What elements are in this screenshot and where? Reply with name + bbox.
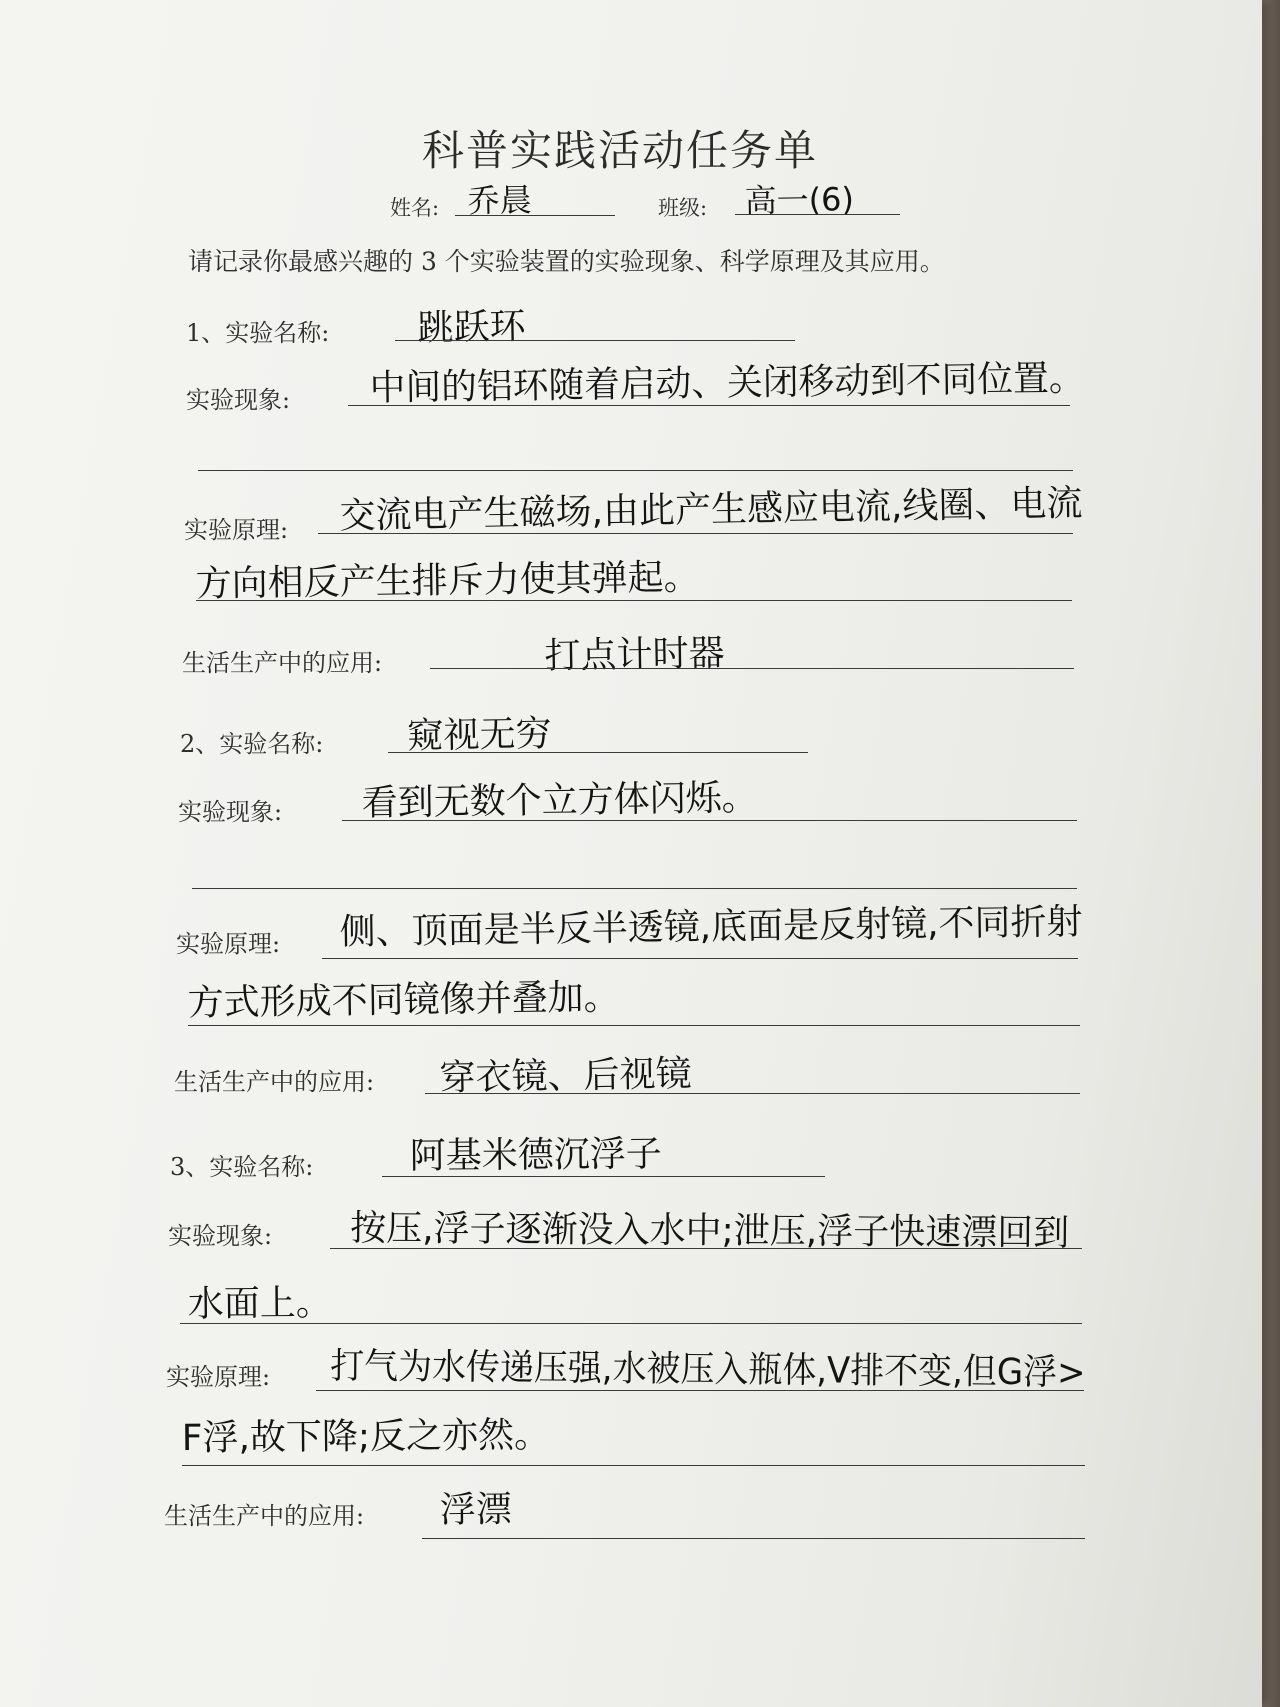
exp2-phenomenon-underline2 (192, 888, 1077, 889)
exp2-application-value: 穿衣镜、后视镜 (439, 1053, 692, 1100)
exp3-phenomenon-line1: 按压,浮子逐渐没入水中;泄压,浮子快速漂回到 (350, 1208, 1070, 1255)
exp3-name-underline (382, 1176, 825, 1177)
exp1-name-value: 跳跃环 (417, 306, 526, 350)
exp1-principle-label: 实验原理: (184, 516, 289, 544)
exp1-principle-underline1 (318, 533, 1073, 534)
exp1-application-value: 打点计时器 (544, 632, 725, 678)
exp2-principle-line1: 侧、顶面是半反半透镜,底面是反射镜,不同折射 (339, 901, 1083, 954)
exp3-phenomenon-label: 实验现象: (168, 1222, 273, 1250)
name-underline (455, 215, 615, 216)
exp3-principle-line1: 打气为水传递压强,水被压入瓶体,V排不变,但G浮> (330, 1346, 1086, 1394)
class-underline (735, 214, 900, 215)
exp3-phenomenon-line2: 水面上。 (187, 1282, 332, 1326)
exp2-principle-underline1 (322, 958, 1078, 959)
exp3-phenomenon-underline1 (330, 1248, 1082, 1249)
exp3-principle-underline1 (316, 1390, 1084, 1391)
form-title: 科普实践活动任务单 (421, 126, 818, 175)
exp1-phenomenon-underline2 (198, 470, 1073, 471)
exp1-phenomenon-label: 实验现象: (186, 386, 291, 414)
exp2-phenomenon-label: 实验现象: (178, 798, 283, 826)
exp2-principle-label: 实验原理: (176, 930, 281, 958)
exp3-application-label: 生活生产中的应用: (164, 1502, 365, 1530)
exp3-phenomenon-underline2 (180, 1323, 1082, 1324)
exp2-principle-underline2 (188, 1025, 1080, 1026)
exp2-name-underline (388, 752, 808, 753)
exp2-name-value: 窥视无穷 (407, 713, 552, 758)
exp1-name-underline (395, 340, 795, 341)
instruction-text: 请记录你最感兴趣的 3 个实验装置的实验现象、科学原理及其应用。 (188, 247, 945, 276)
exp3-application-value: 浮漂 (439, 1489, 512, 1532)
exp1-application-underline (430, 668, 1074, 669)
exp2-phenomenon-line1: 看到无数个立方体闪烁。 (361, 777, 758, 825)
exp1-phenomenon-line1: 中间的铝环随着启动、关闭移动到不同位置。 (369, 358, 1085, 410)
exp2-principle-line2: 方式形成不同镜像并叠加。 (187, 976, 620, 1025)
exp3-principle-line2: F浮,故下降;反之亦然。 (181, 1414, 551, 1460)
exp1-application-label: 生活生产中的应用: (182, 649, 383, 677)
exp3-application-underline (422, 1538, 1085, 1539)
class-label: 班级: (658, 196, 708, 220)
exp1-phenomenon-underline1 (348, 405, 1070, 406)
exp2-application-underline (425, 1093, 1080, 1094)
exp3-principle-label: 实验原理: (166, 1363, 271, 1391)
exp2-phenomenon-underline1 (342, 820, 1077, 821)
exp1-principle-line1: 交流电产生磁场,由此产生感应电流,线圈、电流 (339, 483, 1083, 538)
exp1-principle-underline2 (196, 600, 1072, 601)
exp3-principle-underline2 (182, 1465, 1085, 1466)
exp1-name-label: 1、实验名称: (186, 319, 330, 347)
class-value: 高一(6) (744, 180, 855, 221)
name-label: 姓名: (390, 196, 440, 220)
exp2-application-label: 生活生产中的应用: (174, 1068, 375, 1096)
exp3-name-label: 3、实验名称: (170, 1153, 314, 1181)
name-value: 乔晨 (467, 180, 532, 221)
exp2-name-label: 2、实验名称: (180, 730, 324, 758)
exp3-name-value: 阿基米德沉浮子 (409, 1133, 662, 1178)
exp1-principle-line2: 方向相反产生排斥力使其弹起。 (195, 556, 700, 606)
